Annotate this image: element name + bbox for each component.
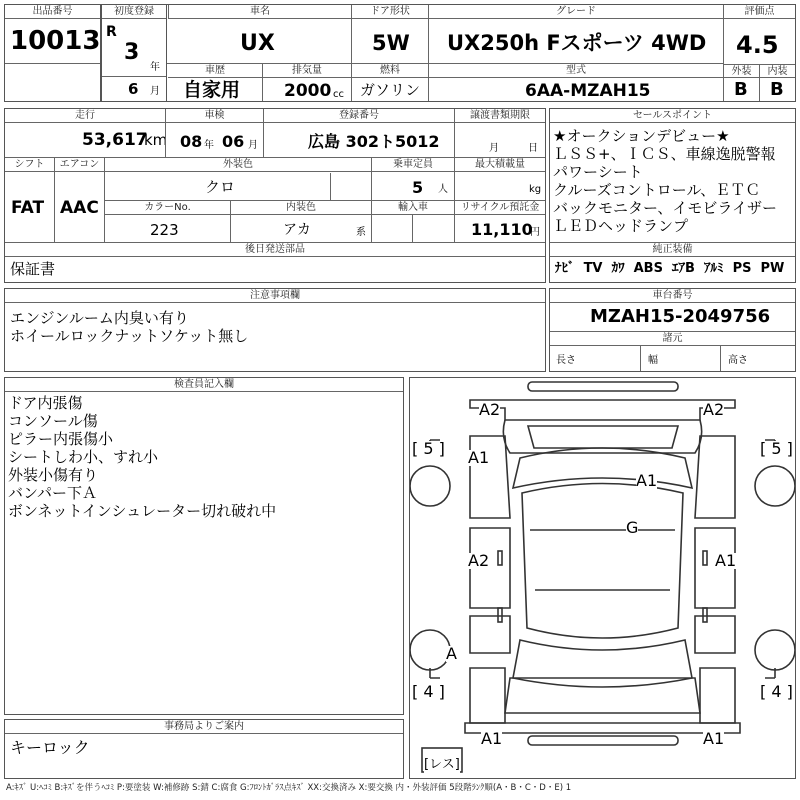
rear-left-bumper-mark: A1 — [481, 729, 503, 748]
spare-tire-mark: [レス] — [424, 757, 460, 772]
inspector-line: 外装小傷有り — [8, 466, 99, 484]
equipment-item: ABS — [633, 261, 663, 276]
era: R — [106, 24, 117, 40]
plate-number: 広島 302ト5012 — [308, 132, 440, 151]
recycle-label: リサイクル預託金 — [455, 201, 545, 215]
model-label: 型式 — [429, 64, 723, 78]
sales-point: クルーズコントロール、ＥＴＣ — [553, 181, 761, 199]
equipment-item: TV — [583, 261, 603, 276]
front-left-bumper-mark: A2 — [479, 400, 501, 419]
equipment-item: ｶﾜ — [611, 261, 625, 276]
car-name: UX — [240, 31, 275, 56]
inspector-line: ボンネットインシュレーター切れ破れ中 — [8, 502, 277, 520]
ac-label: エアコン — [55, 158, 104, 172]
transfer-month-unit: 月 — [489, 143, 499, 154]
equipment-item: PW — [760, 261, 785, 276]
interior-grade: B — [770, 79, 784, 100]
inspection-label: 車検 — [166, 109, 263, 123]
first-reg-month: 6 — [128, 80, 139, 98]
tire-front-left: [ 5 ] — [412, 439, 445, 458]
tire-rear-left: [ 4 ] — [412, 682, 445, 701]
sales-points-label: セールスポイント — [550, 109, 795, 123]
import-label: 輸入車 — [372, 201, 454, 215]
equipment-items — [555, 262, 784, 275]
tire-value: 5 — [771, 439, 782, 458]
capacity-label: 乗車定員 — [372, 158, 454, 172]
divider — [723, 5, 724, 101]
roof-mark: A1 — [636, 471, 658, 490]
divider — [759, 64, 760, 101]
later-parts-label: 後日発送部品 — [5, 243, 545, 257]
mileage-label: 走行 — [5, 109, 165, 123]
sales-point: ＬＳＳ+、ＩＣＳ、車線逸脱警報 — [553, 145, 776, 163]
notes-list — [10, 309, 248, 345]
history-label: 車歴 — [168, 64, 262, 78]
equipment-item: ｴｱB — [672, 261, 695, 276]
exterior-grade: B — [734, 79, 748, 100]
shift: FAT — [11, 198, 45, 218]
sales-point: ★オークションデビュー★ — [553, 127, 730, 145]
door-type: 5W — [372, 31, 410, 55]
left-door-mark: A2 — [468, 551, 490, 570]
mileage-unit: km — [144, 131, 168, 149]
insp-year-unit: 年 — [204, 140, 214, 151]
divider — [5, 63, 100, 64]
interior-color-label: 内装色 — [231, 201, 371, 215]
office-label: 事務局よりご案内 — [5, 720, 403, 734]
later-parts: 保証書 — [10, 260, 56, 278]
color-number: 223 — [150, 221, 179, 239]
sales-points-list — [553, 127, 777, 235]
inspector-line: コンソール傷 — [8, 412, 98, 430]
front-right-bumper-mark: A2 — [703, 400, 725, 419]
divider — [720, 346, 721, 371]
displacement-label: 排気量 — [263, 64, 351, 78]
chassis-label: 車台番号 — [550, 289, 795, 303]
width-label: 幅 — [648, 355, 658, 366]
inspection-month: 06 — [222, 132, 245, 151]
equipment-item: PS — [732, 261, 752, 276]
chassis-number: MZAH15-2049756 — [590, 306, 771, 327]
fuel: ガソリン — [360, 81, 421, 99]
inspector-line: バンパー下Ａ — [8, 484, 97, 502]
recycle-unit: 円 — [530, 227, 540, 238]
tire-value: 5 — [423, 439, 434, 458]
left-front-fender-mark: A1 — [468, 448, 490, 467]
inspector-line: シートしわ小、すれ小 — [8, 448, 159, 466]
door-label: ドア形状 — [352, 5, 428, 19]
plate-label: 登録番号 — [264, 109, 454, 123]
equipment-item: ｱﾙﾐ — [704, 261, 724, 276]
left-rear-wheel-mark: A — [446, 644, 457, 663]
spare-value: レス — [429, 757, 455, 772]
tire-value: 4 — [771, 682, 782, 701]
mileage: 53,617 — [82, 130, 148, 150]
glass-mark: G — [626, 518, 639, 537]
notes-label: 注意事項欄 — [5, 289, 545, 303]
sales-point: バックモニター、イモビライザー — [553, 199, 777, 217]
grade: UX250h Fスポーツ 4WD — [447, 31, 707, 55]
transfer-label: 譲渡書類期限 — [455, 109, 545, 123]
tire-rear-right: [ 4 ] — [760, 682, 793, 701]
equipment-label: 純正装備 — [550, 243, 795, 257]
interior-color: アカ — [283, 222, 311, 238]
history: 自家用 — [183, 79, 241, 101]
grade-label: グレード — [429, 5, 723, 19]
displacement-unit: cc — [333, 89, 344, 100]
inspector-label: 検査員記入欄 — [5, 378, 403, 392]
divider — [330, 173, 331, 200]
sales-point: パワーシート — [553, 163, 643, 181]
lot-label: 出品番号 — [5, 5, 100, 19]
sales-point: ＬＥＤヘッドランプ — [553, 217, 689, 235]
exterior-label: 外装 — [724, 64, 759, 78]
divider — [412, 215, 413, 242]
score-label: 評価点 — [724, 5, 795, 19]
interior-color-unit: 系 — [356, 227, 366, 238]
note-line: ホイールロックナットソケット無し — [10, 327, 249, 345]
displacement: 2000 — [284, 81, 332, 101]
transfer-day-unit: 日 — [528, 143, 538, 154]
capacity-unit: 人 — [438, 184, 448, 195]
rear-right-bumper-mark: A1 — [703, 729, 725, 748]
office-message: キーロック — [10, 738, 90, 757]
insp-month-unit: 月 — [248, 140, 258, 151]
divider — [640, 346, 641, 371]
inspector-list — [8, 394, 276, 520]
inspector-line: ドア内張傷 — [8, 394, 83, 412]
first-reg-label: 初度登録 — [102, 5, 166, 19]
legend: A:ｷｽﾞ U:ﾍｺﾐ B:ｷｽﾞを伴うﾍｺﾐ P:要塗装 W:補修跡 S:錆 C:腐食 G:ﾌﾛﾝﾄｶﾞﾗｽ点ｷｽﾞ XX:交換済み X:要交換 内・外装評価 5段階ﾗﾝｸ順(A・B・C・D・E) 1 — [6, 783, 572, 793]
equipment-item: ﾅﾋﾞ — [555, 261, 575, 276]
load-unit: kg — [529, 184, 542, 195]
interior-label: 内装 — [760, 64, 795, 78]
colorno-label: カラーNo. — [105, 201, 230, 215]
model: 6AA-MZAH15 — [525, 81, 651, 101]
capacity: 5 — [412, 178, 424, 197]
lot-number: 10013 — [10, 26, 101, 56]
shift-label: シフト — [5, 158, 54, 172]
score: 4.5 — [736, 31, 779, 59]
year-unit: 年 — [150, 62, 160, 73]
first-reg-year: 3 — [124, 40, 140, 65]
note-line: エンジンルーム内臭い有り — [10, 309, 189, 327]
tire-front-right: [ 5 ] — [760, 439, 793, 458]
fuel-label: 燃料 — [352, 64, 428, 78]
ac: AAC — [60, 198, 99, 218]
length-label: 長さ — [556, 355, 576, 366]
exterior-color: クロ — [205, 178, 236, 196]
right-door-mark: A1 — [715, 551, 737, 570]
month-unit: 月 — [150, 86, 160, 97]
divider — [102, 76, 166, 77]
car-name-label: 車名 — [168, 5, 351, 19]
inspection-year: 08 — [180, 132, 203, 151]
recycle-fee: 11,110 — [471, 220, 533, 239]
color-label: 外装色 — [105, 158, 371, 172]
car-outline — [410, 378, 795, 778]
load-label: 最大積載量 — [455, 158, 545, 172]
tire-value: 4 — [423, 682, 434, 701]
inspector-line: ピラー内張傷小 — [8, 430, 114, 448]
spec-label: 諸元 — [550, 332, 795, 346]
height-label: 高さ — [728, 355, 748, 366]
